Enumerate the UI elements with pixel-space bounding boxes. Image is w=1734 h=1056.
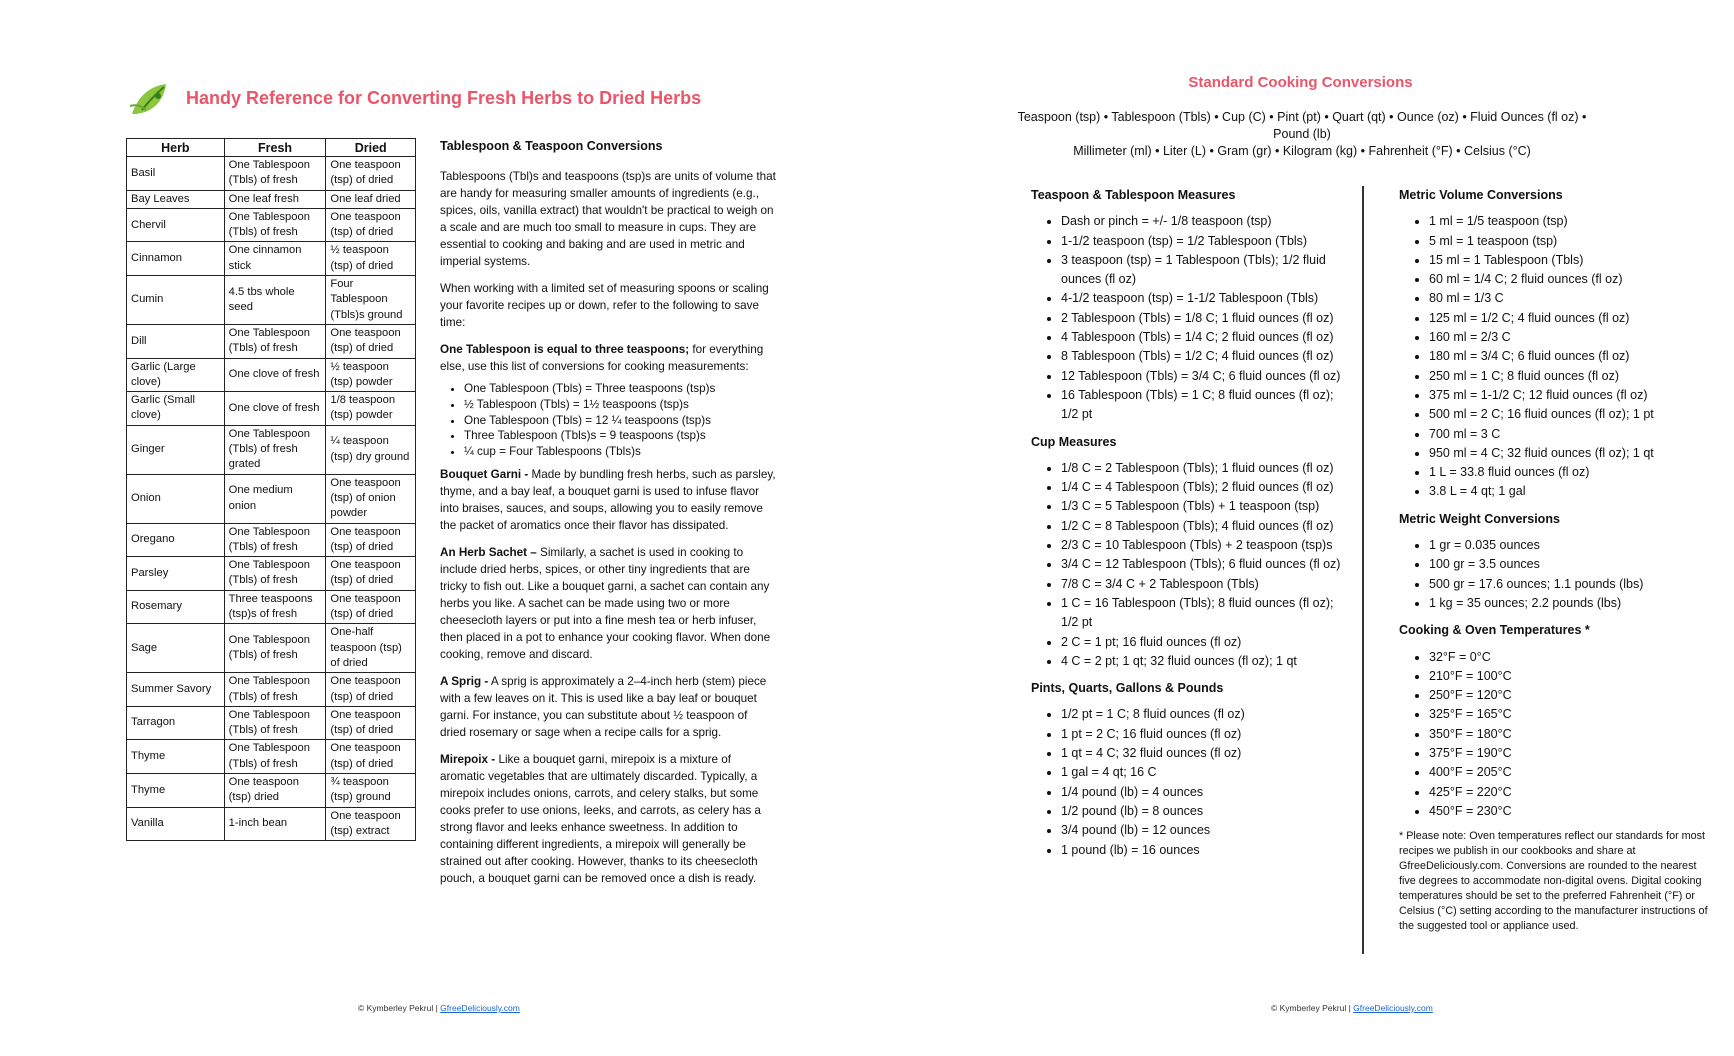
table-row xyxy=(127,157,416,191)
bold-lead: A Sprig - xyxy=(440,674,489,688)
paragraph xyxy=(440,544,776,663)
list-item: • 16 Tablespoon (Tbls) = 1 C; 8 fluid ounces (fl oz); 1/2 pt xyxy=(1061,386,1346,425)
list-item: • 1/8 C = 2 Tablespoon (Tbls); 1 fluid ounces (fl oz) xyxy=(1061,459,1346,478)
table-row xyxy=(127,807,416,841)
list-item: • Dash or pinch = +/- 1/8 teaspoon (tsp) xyxy=(1061,212,1346,231)
table-row xyxy=(127,773,416,807)
table-row xyxy=(127,358,416,392)
fresh-amount-cell: One teaspoon (tsp) dried xyxy=(224,773,326,807)
list-item: • 80 ml = 1/3 C xyxy=(1429,289,1714,308)
fresh-amount-cell: One clove of fresh xyxy=(224,358,326,392)
fresh-amount-cell: One Tablespoon (Tbls) of fresh xyxy=(224,523,326,557)
herb-name-cell: Thyme xyxy=(127,773,225,807)
paragraph-text: A sprig is approximately a 2–4-inch herb (stem) piece with a few leaves on it. This is used like a bay leaf or bouquet garni. For instance, you can substitute about ½ teaspoon of dried rosemary or sage when a recipe calls for a sprig. xyxy=(440,674,767,739)
list-item: • 1 gal = 4 qt; 16 C xyxy=(1061,763,1346,782)
list-item: • 250 ml = 1 C; 8 fluid ounces (fl oz) xyxy=(1429,367,1714,386)
list-item: • 15 ml = 1 Tablespoon (Tbls) xyxy=(1429,251,1714,270)
list-item: • 500 gr = 17.6 ounces; 1.1 pounds (lbs) xyxy=(1429,575,1714,594)
section-heading: Teaspoon & Tablespoon Measures xyxy=(1031,188,1236,202)
list-item: • 100 gr = 3.5 ounces xyxy=(1429,555,1714,574)
list-item: • 1 C = 16 Tablespoon (Tbls); 8 fluid ounces (fl oz); 1/2 pt xyxy=(1061,594,1346,633)
page-title: Handy Reference for Converting Fresh Herbs to Dried Herbs xyxy=(186,88,702,108)
conversion-list xyxy=(1031,212,1346,424)
herb-name-cell: Basil xyxy=(127,157,225,191)
dried-amount-cell: One teaspoon (tsp) of dried xyxy=(326,157,416,191)
herb-name-cell: Dill xyxy=(127,324,225,358)
conversion-list xyxy=(440,381,776,460)
list-item: • 2/3 C = 10 Tablespoon (Tbls) + 2 teaspoon (tsp)s xyxy=(1061,536,1346,555)
list-item: • 1/3 C = 5 Tablespoon (Tbls) + 1 teaspoon (tsp) xyxy=(1061,497,1346,516)
list-item: • 1/2 pt = 1 C; 8 fluid ounces (fl oz) xyxy=(1061,705,1346,724)
list-item: • 1 pound (lb) = 16 ounces xyxy=(1061,841,1346,860)
dried-amount-cell: ½ teaspoon (tsp) powder xyxy=(326,358,416,392)
dried-amount-cell: Four Tablespoon (Tbls)s ground xyxy=(326,276,416,325)
section-heading: Pints, Quarts, Gallons & Pounds xyxy=(1031,681,1224,696)
dried-amount-cell: One teaspoon (tsp) of onion powder xyxy=(326,474,416,523)
column-header: Herb xyxy=(127,139,225,157)
table-row xyxy=(127,208,416,242)
paragraph-text: Like a bouquet garni, mirepoix is a mixture of aromatic vegetables that are ultimately discarded. Typically, a mirepoix includes onions, carrots, and celery stalks, but some cooks prefer to use onions, leeks, and carrots, as celery has a strong flavor and leeks enhance sweetness. In addition to containing different ingredients, a mirepoix will generally be strained out after cooking. However, thanks to its cheesecloth pouch, a bouquet garni can be removed once a dish is ready. xyxy=(440,752,761,885)
conversion-list xyxy=(1031,705,1346,859)
fresh-amount-cell: One leaf fresh xyxy=(224,190,326,208)
units-legend xyxy=(1017,109,1587,160)
table-row xyxy=(127,624,416,673)
list-item: • 60 ml = 1/4 C; 2 fluid ounces (fl oz) xyxy=(1429,270,1714,289)
list-item: • 950 ml = 4 C; 32 fluid ounces (fl oz); 1 qt xyxy=(1429,444,1714,463)
herb-name-cell: Bay Leaves xyxy=(127,190,225,208)
fresh-amount-cell: One Tablespoon (Tbls) of fresh xyxy=(224,208,326,242)
temperature-note: * Please note: Oven temperatures reflect our standards for most recipes we publish in our cookbooks and share at GfreeDeliciously.com. Conversions are rounded to the nearest five degrees to accommodate non-digital ovens. Digital cooking temperatures should be set to the preferred Fahrenheit (°F) or Celsius (°C) setting according to the manufacturer instructions of the suggested tool or appliance used. xyxy=(1399,830,1708,933)
paragraph xyxy=(440,751,776,887)
table-header-row xyxy=(127,139,416,157)
list-item: • 3 teaspoon (tsp) = 1 Tablespoon (Tbls); 1/2 fluid ounces (fl oz) xyxy=(1061,251,1346,290)
paragraph xyxy=(440,673,776,741)
dried-amount-cell: One leaf dried xyxy=(326,190,416,208)
dried-amount-cell: One teaspoon (tsp) of dried xyxy=(326,740,416,774)
list-item: • 700 ml = 3 C xyxy=(1429,425,1714,444)
dried-amount-cell: One teaspoon (tsp) of dried xyxy=(326,673,416,707)
list-item: • 4 C = 2 pt; 1 qt; 32 fluid ounces (fl oz); 1 qt xyxy=(1061,652,1346,671)
copyright-text: © Kymberley Pekrul | xyxy=(1271,1003,1354,1013)
bold-lead: Mirepoix - xyxy=(440,752,496,766)
conversions-column-right xyxy=(1399,186,1714,934)
fresh-amount-cell: One Tablespoon (Tbls) of fresh xyxy=(224,624,326,673)
section-heading: Tablespoon & Teaspoon Conversions xyxy=(440,139,663,153)
list-item: • 160 ml = 2/3 C xyxy=(1429,328,1714,347)
list-item: • 32°F = 0°C xyxy=(1429,648,1714,667)
list-item: • ¼ cup = Four Tablespoons (Tbls)s xyxy=(464,444,776,460)
dried-amount-cell: One teaspoon (tsp) extract xyxy=(326,807,416,841)
list-item: • One Tablespoon (Tbls) = Three teaspoons (tsp)s xyxy=(464,381,776,397)
column-divider xyxy=(1362,186,1364,954)
paragraph-text: for everything else, use this list of conversions for cooking measurements: xyxy=(440,343,764,373)
bold-lead: One Tablespoon is equal to three teaspoons; xyxy=(440,343,690,356)
list-item: • 4 Tablespoon (Tbls) = 1/4 C; 2 fluid ounces (fl oz) xyxy=(1061,328,1346,347)
conversion-list xyxy=(1399,648,1714,822)
list-item: • 1 ml = 1/5 teaspoon (tsp) xyxy=(1429,212,1714,231)
section-heading: Metric Weight Conversions xyxy=(1399,511,1560,526)
herb-name-cell: Parsley xyxy=(127,557,225,591)
section-heading: Cooking & Oven Temperatures * xyxy=(1399,623,1590,638)
dried-amount-cell: One-half teaspoon (tsp) of dried xyxy=(326,624,416,673)
herb-name-cell: Onion xyxy=(127,474,225,523)
dried-amount-cell: ¼ teaspoon (tsp) dry ground xyxy=(326,425,416,474)
table-row xyxy=(127,474,416,523)
herb-conversion-table xyxy=(126,138,416,841)
table-row xyxy=(127,740,416,774)
table-row xyxy=(127,425,416,474)
list-item: • 350°F = 180°C xyxy=(1429,725,1714,744)
table-row xyxy=(127,190,416,208)
website-link[interactable]: GfreeDeliciously.com xyxy=(1353,1003,1433,1013)
herb-name-cell: Rosemary xyxy=(127,590,225,624)
list-item: • 1 qt = 4 C; 32 fluid ounces (fl oz) xyxy=(1061,744,1346,763)
list-item: • 1/4 C = 4 Tablespoon (Tbls); 2 fluid ounces (fl oz) xyxy=(1061,478,1346,497)
dried-amount-cell: One teaspoon (tsp) of dried xyxy=(326,208,416,242)
dried-amount-cell: One teaspoon (tsp) of dried xyxy=(326,706,416,740)
list-item: • One Tablespoon (Tbls) = 12 ¼ teaspoons (tsp)s xyxy=(464,413,776,429)
fresh-amount-cell: One clove of fresh xyxy=(224,392,326,426)
section-heading: Cup Measures xyxy=(1031,434,1117,449)
herb-name-cell: Summer Savory xyxy=(127,673,225,707)
fresh-amount-cell: 4.5 tbs whole seed xyxy=(224,276,326,325)
website-link[interactable]: GfreeDeliciously.com xyxy=(440,1003,520,1013)
list-item: • Three Tablespoon (Tbls)s = 9 teaspoons (tsp)s xyxy=(464,428,776,444)
paragraph-text: Made by bundling fresh herbs, such as parsley, thyme, and a bay leaf, a bouquet garni is used to infuse flavor into braises, sauces, and soups, allowing you to easily remove the packet of aromatics once their flavor has dissipated. xyxy=(440,467,776,532)
list-item: • 1-1/2 teaspoon (tsp) = 1/2 Tablespoon (Tbls) xyxy=(1061,232,1346,251)
table-row xyxy=(127,673,416,707)
list-item: • 250°F = 120°C xyxy=(1429,686,1714,705)
dried-amount-cell: ¾ teaspoon (tsp) ground xyxy=(326,773,416,807)
conversion-list xyxy=(1031,459,1346,671)
list-item: • 210°F = 100°C xyxy=(1429,667,1714,686)
herb-name-cell: Chervil xyxy=(127,208,225,242)
list-item: • 1 kg = 35 ounces; 2.2 pounds (lbs) xyxy=(1429,594,1714,613)
list-item: • 3.8 L = 4 qt; 1 gal xyxy=(1429,482,1714,501)
table-row xyxy=(127,706,416,740)
fresh-amount-cell: One Tablespoon (Tbls) of fresh xyxy=(224,740,326,774)
list-item: • 5 ml = 1 teaspoon (tsp) xyxy=(1429,232,1714,251)
dried-amount-cell: One teaspoon (tsp) of dried xyxy=(326,590,416,624)
list-item: • 125 ml = 1/2 C; 4 fluid ounces (fl oz) xyxy=(1429,309,1714,328)
conversions-column-left xyxy=(1031,186,1346,868)
table-row xyxy=(127,392,416,426)
list-item: • 2 Tablespoon (Tbls) = 1/8 C; 1 fluid ounces (fl oz) xyxy=(1061,309,1346,328)
list-item: • 1 gr = 0.035 ounces xyxy=(1429,536,1714,555)
table-row xyxy=(127,242,416,276)
right-page xyxy=(867,0,1734,1056)
tablespoon-teaspoon-section xyxy=(440,138,776,897)
fresh-amount-cell: One Tablespoon (Tbls) of fresh xyxy=(224,557,326,591)
conversion-list xyxy=(1399,536,1714,613)
list-item: • 3/4 C = 12 Tablespoon (Tbls); 6 fluid ounces (fl oz) xyxy=(1061,555,1346,574)
footer xyxy=(358,1003,520,1013)
list-item: • 1 pt = 2 C; 16 fluid ounces (fl oz) xyxy=(1061,725,1346,744)
column-header: Dried xyxy=(326,139,416,157)
list-item: • 4-1/2 teaspoon (tsp) = 1-1/2 Tablespoon (Tbls) xyxy=(1061,289,1346,308)
section-heading: Metric Volume Conversions xyxy=(1399,188,1563,202)
fresh-amount-cell: One cinnamon stick xyxy=(224,242,326,276)
paragraph xyxy=(440,341,776,375)
dried-amount-cell: 1/8 teaspoon (tsp) powder xyxy=(326,392,416,426)
list-item: • 8 Tablespoon (Tbls) = 1/2 C; 4 fluid ounces (fl oz) xyxy=(1061,347,1346,366)
list-item: • 375 ml = 1-1/2 C; 12 fluid ounces (fl oz) xyxy=(1429,386,1714,405)
conversion-list xyxy=(1399,212,1714,501)
units-line: Millimeter (ml) • Liter (L) • Gram (gr) • Kilogram (kg) • Fahrenheit (°F) • Celsius (°C) xyxy=(1073,144,1531,158)
bold-lead: An Herb Sachet – xyxy=(440,545,537,559)
paragraph: When working with a limited set of measuring spoons or scaling your favorite recipes up or down, refer to the following to save time: xyxy=(440,282,769,329)
paragraph: Tablespoons (Tbl)s and teaspoons (tsp)s are units of volume that are handy for measuring smaller amounts of ingredients (e.g., spices, oils, vanilla extract) that wouldn't be practical to weigh on a scale and are much too small to measure in cups. They are essential to cooking and baking and are used in metric and imperial systems. xyxy=(440,170,776,268)
herb-name-cell: Ginger xyxy=(127,425,225,474)
list-item: • 2 C = 1 pt; 16 fluid ounces (fl oz) xyxy=(1061,633,1346,652)
herb-name-cell: Garlic (Small clove) xyxy=(127,392,225,426)
herb-name-cell: Tarragon xyxy=(127,706,225,740)
dried-amount-cell: One teaspoon (tsp) of dried xyxy=(326,557,416,591)
copyright-text: © Kymberley Pekrul | xyxy=(358,1003,441,1013)
table-row xyxy=(127,324,416,358)
list-item: • 375°F = 190°C xyxy=(1429,744,1714,763)
table-row xyxy=(127,557,416,591)
table-row xyxy=(127,590,416,624)
footer xyxy=(1271,1003,1433,1013)
list-item: • 325°F = 165°C xyxy=(1429,705,1714,724)
herb-name-cell: Vanilla xyxy=(127,807,225,841)
fresh-amount-cell: One Tablespoon (Tbls) of fresh xyxy=(224,673,326,707)
dried-amount-cell: ½ teaspoon (tsp) of dried xyxy=(326,242,416,276)
fresh-amount-cell: One medium onion xyxy=(224,474,326,523)
list-item: • 1/2 C = 8 Tablespoon (Tbls); 4 fluid ounces (fl oz) xyxy=(1061,517,1346,536)
list-item: • 180 ml = 3/4 C; 6 fluid ounces (fl oz) xyxy=(1429,347,1714,366)
fresh-amount-cell: Three teaspoons (tsp)s of fresh xyxy=(224,590,326,624)
leaf-logo-icon xyxy=(128,82,170,118)
fresh-amount-cell: One Tablespoon (Tbls) of fresh xyxy=(224,324,326,358)
table-row xyxy=(127,276,416,325)
dried-amount-cell: One teaspoon (tsp) of dried xyxy=(326,523,416,557)
list-item: • 12 Tablespoon (Tbls) = 3/4 C; 6 fluid ounces (fl oz) xyxy=(1061,367,1346,386)
herb-name-cell: Garlic (Large clove) xyxy=(127,358,225,392)
list-item: • 400°F = 205°C xyxy=(1429,763,1714,782)
table-row xyxy=(127,523,416,557)
list-item: • 1 L = 33.8 fluid ounces (fl oz) xyxy=(1429,463,1714,482)
list-item: • 425°F = 220°C xyxy=(1429,783,1714,802)
herb-name-cell: Oregano xyxy=(127,523,225,557)
fresh-amount-cell: One Tablespoon (Tbls) of fresh xyxy=(224,157,326,191)
herb-name-cell: Thyme xyxy=(127,740,225,774)
fresh-amount-cell: 1-inch bean xyxy=(224,807,326,841)
list-item: • 7/8 C = 3/4 C + 2 Tablespoon (Tbls) xyxy=(1061,575,1346,594)
units-line: Teaspoon (tsp) • Tablespoon (Tbls) • Cup (C) • Pint (pt) • Quart (qt) • Ounce (oz) • Fluid Ounces (fl oz) • Pound (lb) xyxy=(1017,110,1587,141)
list-item: • 1/4 pound (lb) = 4 ounces xyxy=(1061,783,1346,802)
fresh-amount-cell: One Tablespoon (Tbls) of fresh grated xyxy=(224,425,326,474)
paragraph xyxy=(440,466,776,534)
herb-name-cell: Cumin xyxy=(127,276,225,325)
list-item: • 3/4 pound (lb) = 12 ounces xyxy=(1061,821,1346,840)
bold-lead: Bouquet Garni - xyxy=(440,467,529,481)
column-header: Fresh xyxy=(224,139,326,157)
herb-name-cell: Cinnamon xyxy=(127,242,225,276)
list-item: • 450°F = 230°C xyxy=(1429,802,1714,821)
dried-amount-cell: One teaspoon (tsp) of dried xyxy=(326,324,416,358)
list-item: • ½ Tablespoon (Tbls) = 1½ teaspoons (tsp)s xyxy=(464,397,776,413)
list-item: • 500 ml = 2 C; 16 fluid ounces (fl oz); 1 pt xyxy=(1429,405,1714,424)
herb-name-cell: Sage xyxy=(127,624,225,673)
list-item: • 1/2 pound (lb) = 8 ounces xyxy=(1061,802,1346,821)
page-title: Standard Cooking Conversions xyxy=(1188,74,1413,91)
fresh-amount-cell: One Tablespoon (Tbls) of fresh xyxy=(224,706,326,740)
paragraph-text: Similarly, a sachet is used in cooking to include dried herbs, spices, or other tiny ingredients that are tricky to fish out. Like a bouquet garni, a sachet can contain any herbs you like. A sachet can be made using two or more cheesecloth layers or put into a fine mesh tea or herb infuser, then placed in a pot to enhance your cooking flavor. When done cooking, remove and discard. xyxy=(440,545,771,661)
